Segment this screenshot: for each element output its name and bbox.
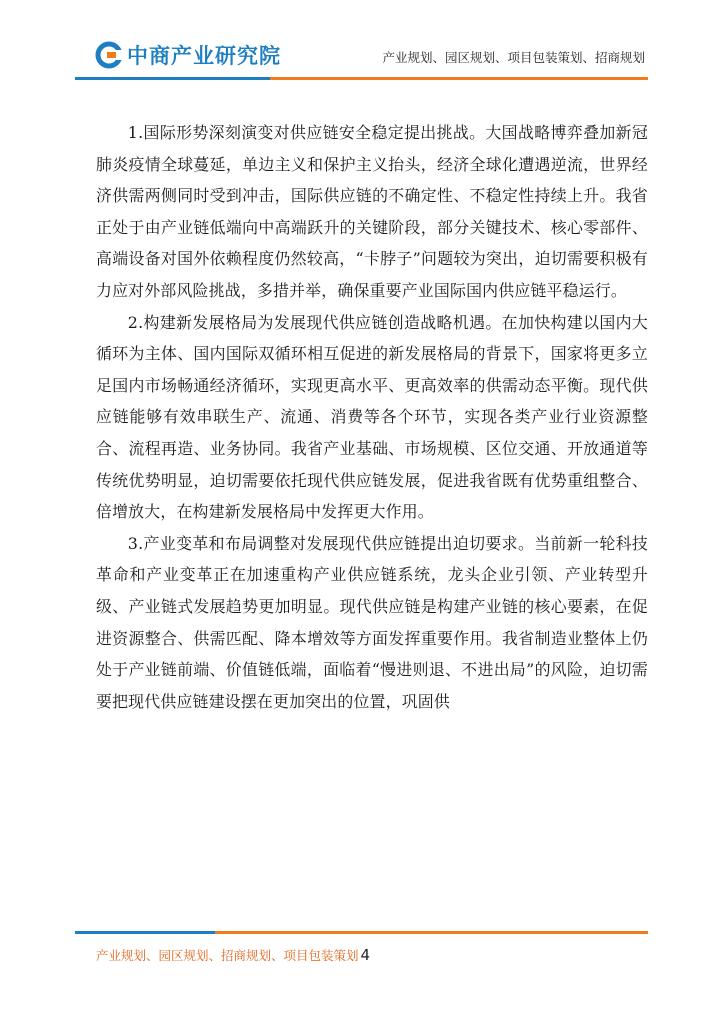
footer-tagline: 产业规划、园区规划、招商规划、项目包装策划 xyxy=(96,948,359,963)
footer-divider-blue xyxy=(75,931,215,934)
paragraph-1: 1.国际形势深刻演变对供应链安全稳定提出挑战。大国战略博弈叠加新冠肺炎疫情全球蔓延，单边主义和保护主义抬头，经济全球化遭遇逆流，世界经济供需两侧同时受到冲击，国际供应链的不确定性、不稳定性持续上升。我省正处于由产业链低端向中高端跃升的关键阶段，部分关键技术、核心零部件、高端设备对国外依赖程度仍然较高，“卡脖子”问题较为突出，迫切需要积极有力应对外部风险挑战，多措并举，确保重要产业国际国内供应链平稳运行。 xyxy=(96,123,648,300)
header-divider-blue xyxy=(75,77,270,80)
company-logo xyxy=(94,40,281,70)
logo-icon xyxy=(94,40,124,70)
document-body xyxy=(96,117,648,717)
header-tagline: 产业规划、园区规划、项目包装策划、招商规划 xyxy=(382,50,645,65)
paragraph-2: 2.构建新发展格局为发展现代供应链创造战略机遇。在加快构建以国内大循环为主体、国内国际双循环相互促进的新发展格局的背景下，国家将更多立足国内市场畅通经济循环，实现更高水平、更高效率的供需动态平衡。现代供应链能够有效串联生产、流通、消费等各个环节，实现各类产业行业资源整合、流程再造、业务协同。我省产业基础、市场规模、区位交通、开放通道等传统优势明显，迫切需要依托现代供应链发展，促进我省既有优势重组整合、倍增放大，在构建新发展格局中发挥更大作用。 xyxy=(96,312,648,522)
logo-text: 中商产业研究院 xyxy=(127,44,281,68)
footer xyxy=(96,946,370,964)
header-divider-orange xyxy=(270,77,648,80)
paragraph-3: 3.产业变革和布局调整对发展现代供应链提出迫切要求。当前新一轮科技革命和产业变革正在加速重构产业供应链系统，龙头企业引领、产业转型升级、产业链式发展趋势更加明显。现代供应链是构建产业链的核心要素，在促进资源整合、供需匹配、降本增效等方面发挥重要作用。我省制造业整体上仍处于产业链前端、价值链低端，面临着“慢进则退、不进出局”的风险，迫切需要把现代供应链建设摆在更加突出的位置，巩固供 xyxy=(96,533,648,711)
page-number: 4 xyxy=(360,946,371,964)
footer-divider-orange xyxy=(215,931,648,934)
